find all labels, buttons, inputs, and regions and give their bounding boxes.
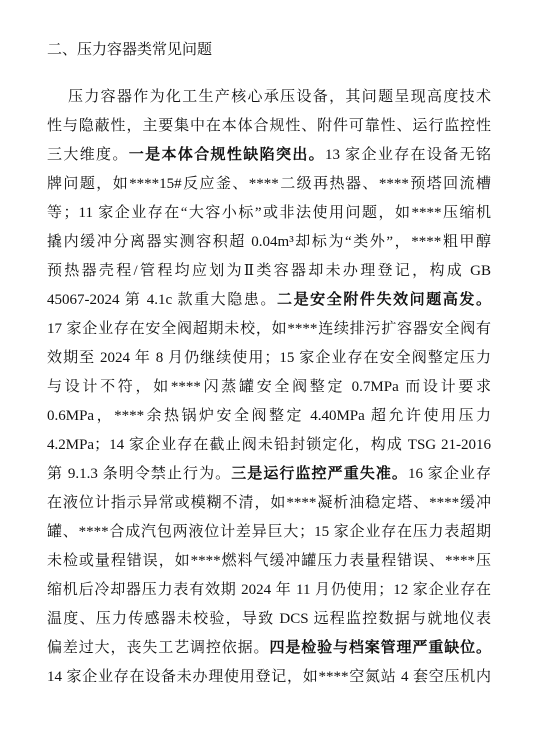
text-run: 撬内缓冲分离器实测容积超 0.04m³却标为“类外”，****粗甲醇: [47, 234, 491, 250]
paragraph-line: [47, 373, 491, 402]
paragraph-line: [47, 141, 491, 170]
text-run: 等；11 家企业存在“大容小标”或非法使用问题，如****压缩机: [47, 205, 491, 221]
text-run: 16 家企业存: [407, 466, 491, 482]
paragraph-line: [47, 547, 491, 576]
text-run: 未检或量程错误，如****燃料气缓冲罐压力表量程错误、****压: [47, 553, 491, 569]
text-run: 温度、压力传感器未校验，导致 DCS 远程监控数据与就地仪表: [47, 611, 491, 627]
paragraph-line: [47, 663, 491, 692]
body-paragraph: [47, 83, 491, 692]
paragraph-line: [47, 605, 491, 634]
text-run: 在液位计指示异常或模糊不清，如****凝析油稳定塔、****缓冲: [47, 495, 491, 511]
text-run: 45067-2024 第 4.1c 款重大隐患。: [47, 292, 277, 308]
paragraph-line: [47, 576, 491, 605]
section-heading: 二、压力容器类常见问题: [47, 42, 213, 58]
text-run: 0.6MPa，****余热锅炉安全阀整定 4.40MPa 超允许使用压力: [47, 408, 491, 424]
paragraph-line: [47, 634, 491, 663]
text-run: 缩机后冷却器压力表有效期 2024 年 11 月仍使用；12 家企业存在: [47, 582, 491, 598]
text-run: 第 9.1.3 条明令禁止行为。: [47, 466, 232, 482]
bold-point-heading: 一是本体合规性缺陷突出。: [128, 147, 326, 163]
paragraph-line: [47, 257, 491, 286]
paragraph-line: [47, 83, 491, 112]
paragraph-line: [47, 489, 491, 518]
paragraph-line: [47, 199, 491, 228]
paragraph-line: [47, 228, 491, 257]
text-run: 预热器壳程/管程均应划为Ⅱ类容器却未办理登记，构成 GB: [47, 263, 491, 279]
paragraph-line: [47, 402, 491, 431]
paragraph-line: [47, 344, 491, 373]
paragraph-line: [47, 286, 491, 315]
text-run: 效期至 2024 年 8 月仍继续使用；15 家企业存在安全阀整定压力: [47, 350, 491, 366]
text-run: 4.2MPa；14 家企业存在截止阀未铅封锁定化，构成 TSG 21-2016: [47, 437, 491, 453]
text-run: 与设计不符，如****闪蒸罐安全阀整定 0.7MPa 而设计要求: [47, 379, 491, 395]
text-run: 性与隐蔽性，主要集中在本体合规性、附件可靠性、运行监控性: [47, 118, 491, 134]
text-run: 17 家企业存在安全阀超期未校，如****连续排污扩容器安全阀有: [47, 321, 491, 337]
paragraph-line: [47, 315, 491, 344]
text-run: 牌问题，如****15#反应釜、****二级再热器、****预塔回流槽: [47, 176, 491, 192]
text-run: 14 家企业存在设备未办理使用登记，如****空氮站 4 套空压机内: [47, 669, 491, 685]
bold-point-heading: 三是运行监控严重失准。: [231, 466, 408, 482]
text-run: 罐、****合成汽包两液位计差异巨大；15 家企业存在压力表超期: [47, 524, 491, 540]
text-run: 压力容器作为化工生产核心承压设备，其问题呈现高度技术: [68, 89, 491, 105]
paragraph-line: [47, 518, 491, 547]
bold-point-heading: 四是检验与档案管理严重缺位。: [269, 640, 491, 656]
bold-point-heading: 二是安全附件失效问题高发。: [277, 292, 491, 308]
text-run: 偏差过大，丧失工艺调控依据。: [47, 640, 270, 656]
paragraph-line: [47, 170, 491, 199]
paragraph-line: [47, 112, 491, 141]
text-run: 三大维度。: [47, 147, 129, 163]
paragraph-line: [47, 460, 491, 489]
paragraph-line: [47, 431, 491, 460]
text-run: 13 家企业存在设备无铭: [325, 147, 491, 163]
